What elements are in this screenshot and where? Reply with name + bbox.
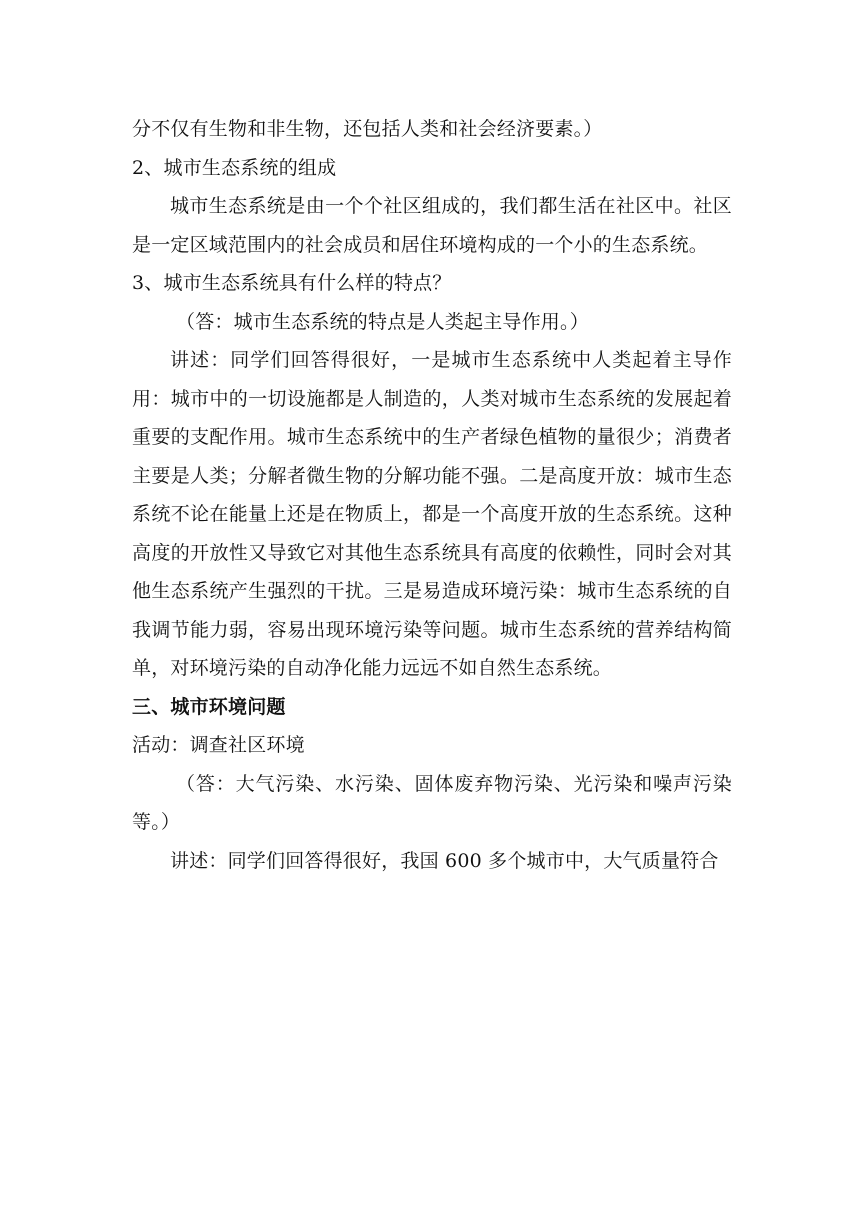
activity-label: 活动：调查社区环境 [132,734,305,756]
subheading-characteristics: 3、城市生态系统具有什么样的特点？ [132,272,452,294]
paragraph-air-quality: 讲述：同学们回答得很好，我国 600 多个城市中，大气质量符合 [170,849,719,872]
subheading-composition: 2、城市生态系统的组成 [132,156,337,179]
answer-pollution: （答：大气污染、水污染、固体废弃物污染、光污染和噪声污染等。） [132,772,732,833]
paragraph-explanation: 讲述：同学们回答得很好，一是城市生态系统中人类起着主导作用：城市中的一切设施都是人制造的，人类对城市生态系统的发展起着重要的支配作用。城市生态系统中的生产者绿色植物的量很少；消费者主要是人类；分解者微生物的分解功能不强。二是高度开放：城市生态系统不论在能量上还是在物质上，都是一个高度开放的生态系统。这种高度的开放性又导致它对其他生态系统具有高度的依赖性，同时会对其他生态系统产生强烈的干扰。三是易造成环境污染：城市生态系统的自我调节能力弱，容易出现环境污染等问题。城市生态系统的营养结构简单，对环境污染的自动净化能力远远不如自然生态系统。 [132,349,732,679]
document-body [132,110,732,880]
section-heading-environment: 三、城市环境问题 [132,695,286,718]
paragraph-community: 城市生态系统是由一个个社区组成的，我们都生活在社区中。社区是一定区域范围内的社会成员和居住环境构成的一个小的生态系统。 [132,195,732,256]
answer-characteristics: （答：城市生态系统的特点是人类起主导作用。） [176,310,589,333]
paragraph-continuation: 分不仅有生物和非生物，还包括人类和社会经济要素。） [132,118,603,140]
